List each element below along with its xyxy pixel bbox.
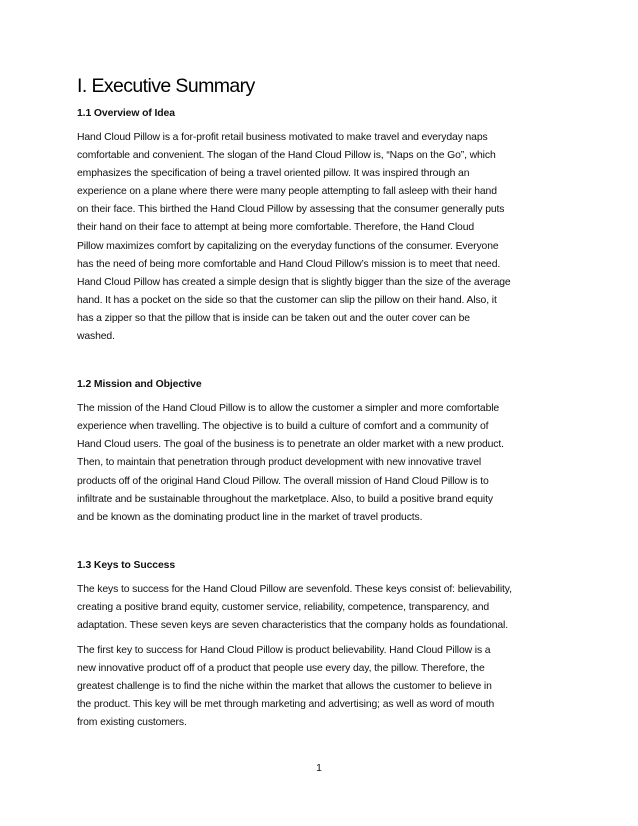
text-line: has the need of being more comfortable and Hand Cloud Pillow’s mission is to meet that need.	[77, 258, 501, 270]
paragraph-mission	[77, 400, 567, 527]
text-line: The keys to success for the Hand Cloud Pillow are sevenfold. These keys consist of: believability,	[77, 583, 512, 595]
paragraph-first-key	[77, 642, 567, 732]
section-title-overview: 1.1 Overview of Idea	[77, 108, 175, 119]
section-spacer	[77, 527, 567, 543]
text-line: products off of the original Hand Cloud Pillow. The overall mission of Hand Cloud Pillow is to	[77, 475, 489, 487]
text-line: Hand Cloud Pillow has created a simple design that is slightly bigger than the size of the average	[77, 276, 511, 288]
section-title-mission: 1.2 Mission and Objective	[77, 379, 202, 391]
text-line: on their face. This birthed the Hand Cloud Pillow by assessing that the consumer generally puts	[77, 204, 505, 216]
text-line: adaptation. These seven keys are seven characteristics that the company holds as foundational.	[77, 619, 508, 631]
section-overview-of-idea	[77, 107, 567, 346]
text-line: experience when travelling. The objective is to build a culture of comfort and a community of	[77, 421, 489, 433]
text-line: The first key to success for Hand Cloud Pillow is product believability. Hand Cloud Pillow is a	[77, 645, 491, 657]
section-spacer	[77, 543, 567, 559]
text-line: experience on a plane where there were many people attempting to fall asleep with their hand	[77, 186, 497, 198]
section-keys-to-success	[77, 559, 567, 733]
text-line: from existing customers.	[77, 717, 187, 729]
text-line: Hand Cloud users. The goal of the business is to penetrate an older market with a new product.	[77, 439, 504, 451]
section-mission-and-objective	[77, 378, 567, 527]
document-page	[77, 74, 567, 733]
section-spacer	[77, 346, 567, 362]
text-line: and be known as the dominating product line in the market of travel products.	[77, 511, 423, 523]
paragraph-overview	[77, 129, 567, 346]
text-line: washed.	[77, 331, 115, 343]
text-line: has a zipper so that the pillow that is inside can be taken out and the outer cover can be	[77, 312, 470, 324]
page-number: 1	[316, 763, 322, 774]
text-line: emphasizes the specification of being a travel oriented pillow. It was inspired through an	[77, 168, 470, 180]
text-line: new innovative product off of a product that people use every day, the pillow. Therefore, the	[77, 663, 485, 675]
section-title-keys: 1.3 Keys to Success	[77, 559, 176, 571]
text-line: Pillow maximizes comfort by capitalizing on the everyday functions of the consumer. Everyone	[77, 240, 499, 252]
text-line: hand. It has a pocket on the side so that the customer can slip the pillow on their hand. Also, it	[77, 294, 497, 306]
text-line: The mission of the Hand Cloud Pillow is to allow the customer a simpler and more comfortable	[77, 403, 500, 415]
text-line: creating a positive brand equity, customer service, reliability, competence, transparency, and	[77, 601, 490, 613]
text-line: greatest challenge is to find the niche within the market that allows the customer to believe in	[77, 681, 492, 693]
text-line: Then, to maintain that penetration through product development with new innovative travel	[77, 457, 482, 469]
executive-summary-heading: I. Executive Summary	[77, 75, 255, 97]
text-line: comfortable and convenient. The slogan of the Hand Cloud Pillow is, “Naps on the Go”, which	[77, 150, 496, 162]
text-line: the product. This key will be met through marketing and advertising; as well as word of mouth	[77, 699, 495, 711]
section-spacer	[77, 362, 567, 378]
text-line: their hand on their face to attempt at being more comfortable. Therefore, the Hand Cloud	[77, 222, 475, 234]
paragraph-keys-intro	[77, 581, 567, 635]
paragraph-spacer	[77, 635, 567, 642]
text-line: infiltrate and be sustainable throughout the marketplace. Also, to build a positive brand equity	[77, 493, 493, 505]
text-line: Hand Cloud Pillow is a for-profit retail business motivated to make travel and everyday naps	[77, 132, 488, 143]
